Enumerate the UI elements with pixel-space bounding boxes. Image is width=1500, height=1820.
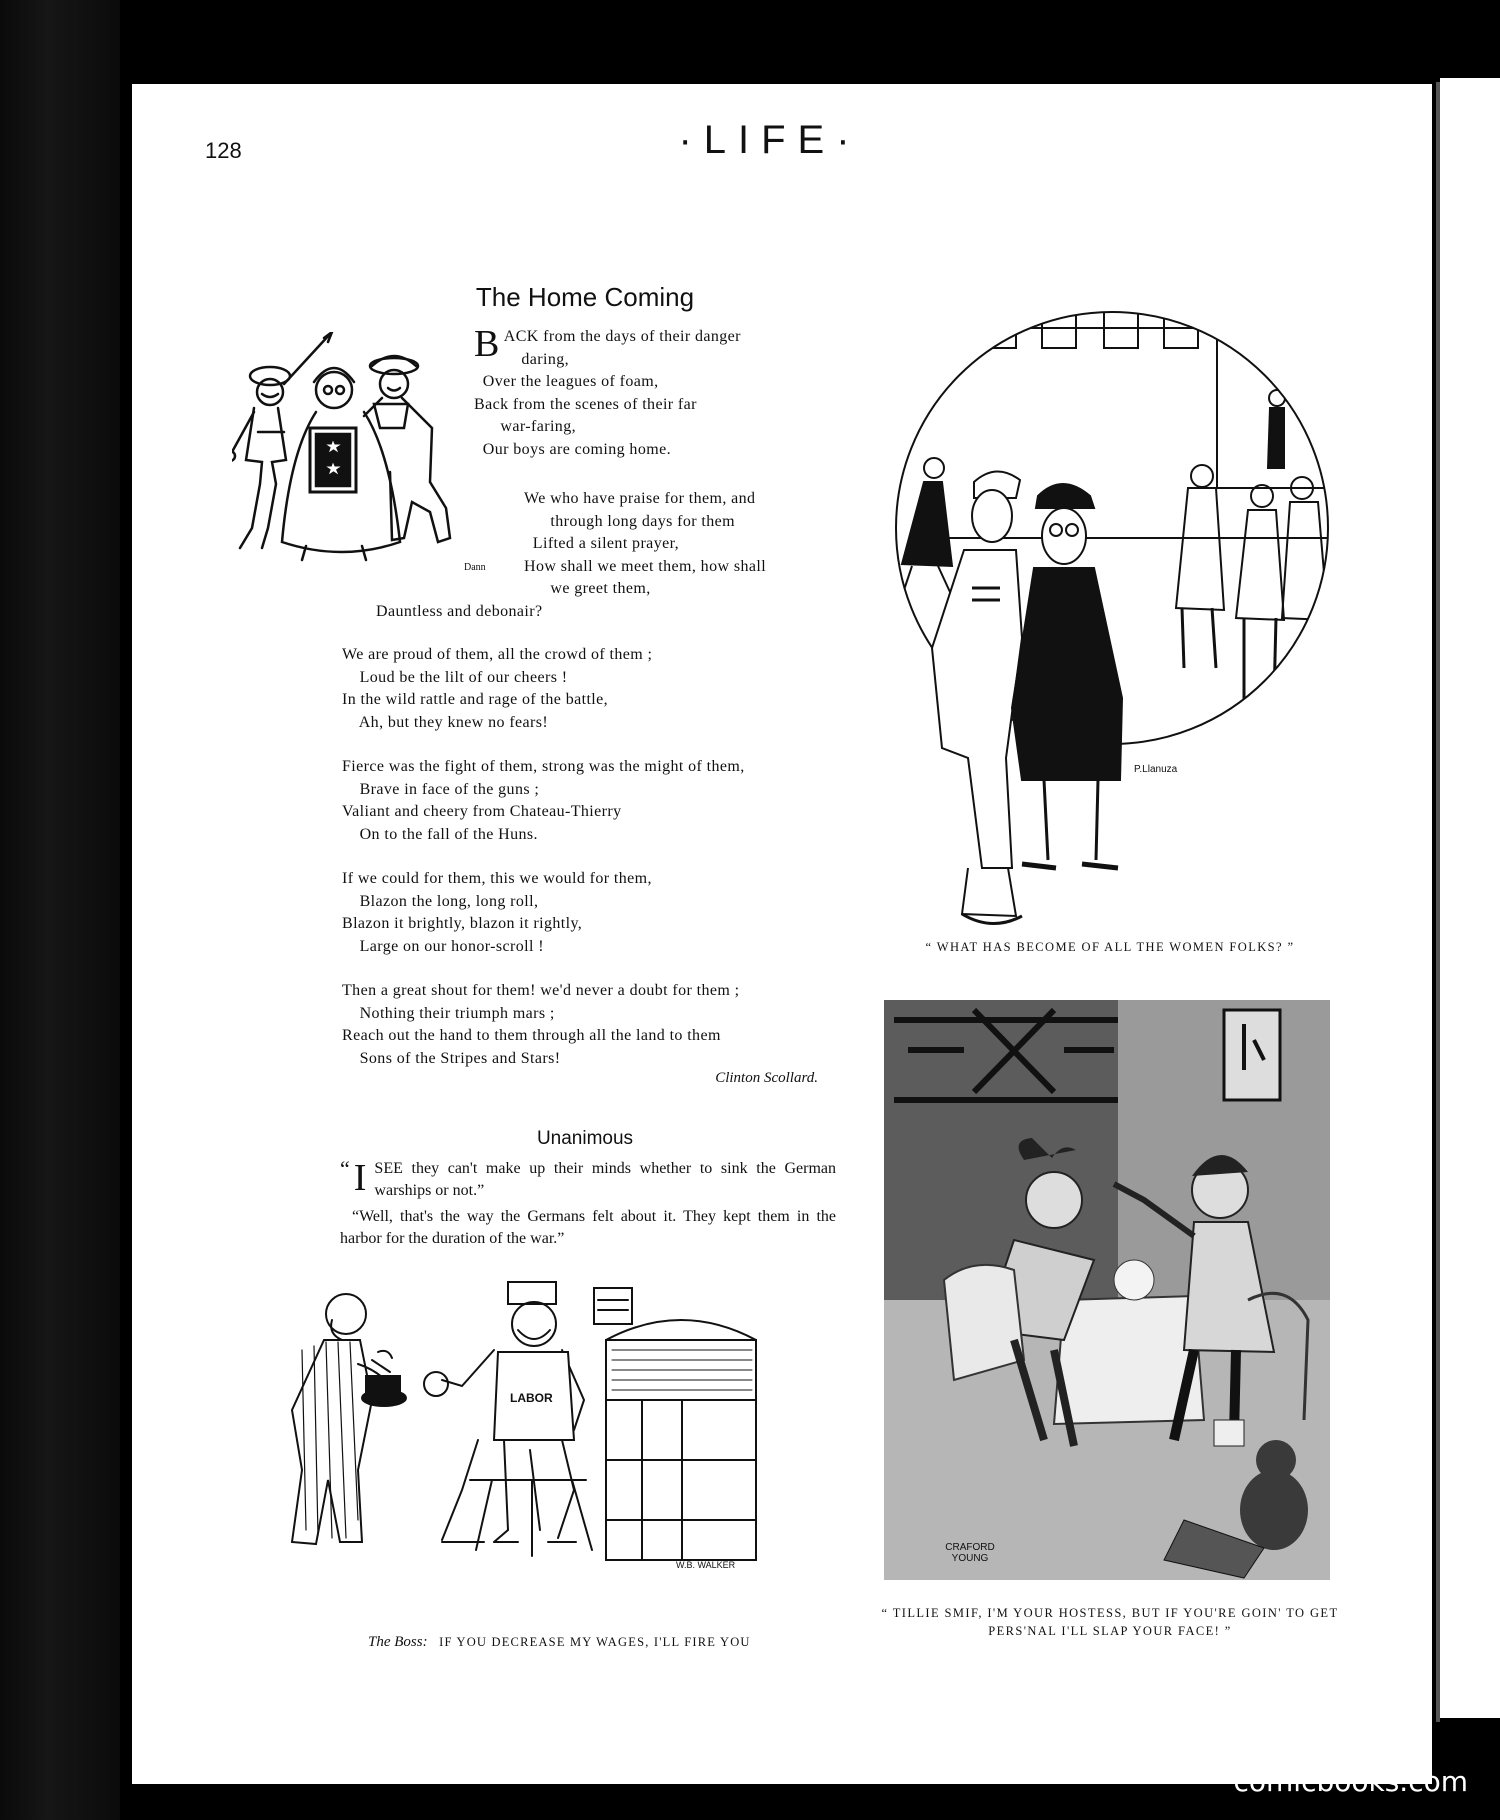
labor-caption-text: IF YOU DECREASE MY WAGES, I'LL FIRE YOU (439, 1635, 751, 1649)
page-number: 128 (205, 138, 242, 163)
poem-stanza-4: Fierce was the fight of them, strong was the might of them, Brave in face of the guns ; Valiant and cheery from Chateau-Thierry On to the fall of the Huns. (342, 758, 745, 843)
tea-party-cartoon (884, 1000, 1330, 1580)
poem-title: The Home Coming (475, 282, 695, 312)
scan-gutter (0, 0, 120, 1820)
tea-party-caption-line-1: “ TILLIE SMIF, I'M YOUR HOSTESS, BUT IF YOU'RE GOIN' TO GET (881, 1606, 1339, 1620)
tea-party-signature: CRAFORD YOUNG (945, 1542, 995, 1564)
soldier-signature: P.Llanuza (1134, 764, 1178, 775)
joke-open-quote: “ (340, 1156, 350, 1181)
masthead: ·LIFE· (678, 118, 862, 162)
poem-stanza-1 (474, 323, 741, 462)
soldier-caption: “ WHAT HAS BECOME OF ALL THE WOMEN FOLKS? ” (925, 940, 1295, 954)
joke-paragraph-1 (340, 1158, 836, 1202)
poem-dropcap: B (474, 323, 500, 365)
next-page-edge (1440, 78, 1500, 1718)
soldier-cartoon (872, 288, 1332, 948)
home-coming-signature: Dann (464, 562, 486, 573)
watermark: comicbooks.com (1233, 1765, 1468, 1798)
labor-apron-text: LABOR (510, 1391, 553, 1405)
joke-title: Unanimous (536, 1128, 634, 1149)
joke-paragraph-1-text: SEE they can't make up their minds whether to sink the German warships or not.” (374, 1160, 836, 1199)
labor-caption-speaker: The Boss: (368, 1634, 428, 1650)
poem-stanza-6: Then a great shout for them! we'd never a doubt for them ; Nothing their triumph mars ; Reach out the hand to them through all the land to them Sons of the Stripes and Stars! (342, 982, 740, 1067)
poem-stanza-5: If we could for them, this we would for them, Blazon the long, long roll, Blazon it brightly, blazon it rightly, Large on our honor-scroll ! (342, 870, 652, 955)
poem-stanza-2-last: Dauntless and debonair? (376, 603, 543, 620)
poem-stanza-3: We are proud of them, all the crowd of them ; Loud be the lilt of our cheers ! In the wild rattle and rage of the battle, Ah, but they knew no fears! (342, 646, 653, 731)
poem-author: Clinton Scollard. (715, 1070, 818, 1086)
poem-stanza-1-text: ACK from the days of their danger daring, Over the leagues of foam, Back from the scenes of their far war-faring, Our boys are coming home. (474, 328, 741, 458)
labor-cartoon (262, 1280, 822, 1580)
tea-party-caption-line-2: PERS'NAL I'LL SLAP YOUR FACE! ” (988, 1624, 1232, 1638)
labor-caption (368, 1634, 828, 1651)
poem-stanza-2: We who have praise for them, and through long days for them Lifted a silent prayer, How shall we meet them, how shall we greet them, (524, 490, 767, 598)
labor-signature: W.B. WALKER (676, 1560, 736, 1570)
joke-paragraph-2: “Well, that's the way the Germans felt about it. They kept them in the harbor for the duration of the war.” (340, 1208, 836, 1247)
joke-dropcap: I (353, 1157, 367, 1199)
